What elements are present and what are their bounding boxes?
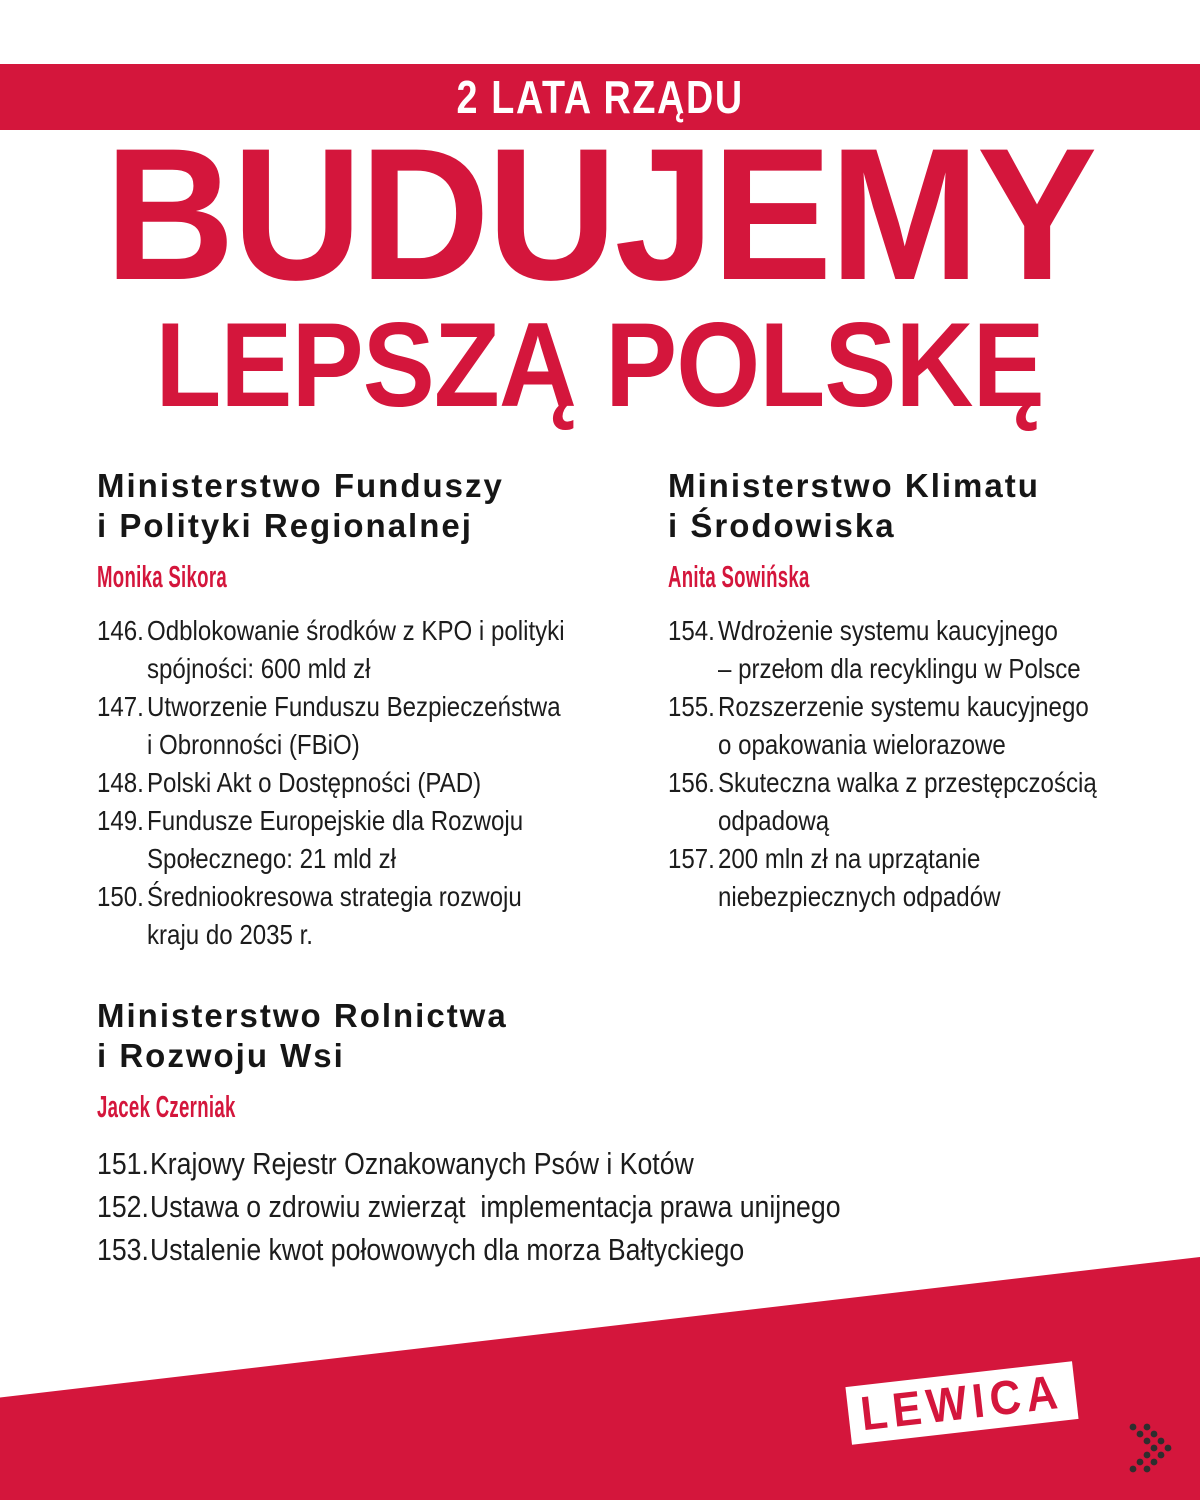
item-text (147, 764, 657, 802)
ministry-title: Ministerstwo Funduszy i Polityki Regionalnej (97, 467, 504, 544)
list-item (97, 878, 657, 954)
item-line: Odblokowanie środków z KPO i polityki (147, 615, 565, 646)
item-line: Ustalenie kwot połowowych dla morza Bałtyckiego (150, 1232, 745, 1267)
item-line: Średniookresowa strategia rozwoju (147, 881, 522, 912)
item-number: 156. (668, 767, 715, 798)
item-number: 148. (97, 767, 144, 798)
list-item (97, 688, 657, 764)
list-item (668, 688, 1193, 764)
minister-name: Anita Sowińska (668, 559, 810, 594)
main-title-line2: LEPSZĄ POLSKĘ (155, 298, 1045, 432)
item-line: – przełom dla recyklingu w Polsce (718, 653, 1081, 684)
item-line: Społecznego: 21 mld zł (147, 843, 396, 874)
list-item (97, 612, 657, 688)
list-item (668, 612, 1193, 688)
program-list (97, 612, 657, 954)
item-line: Ustawa o zdrowiu zwierząt implementacja prawa unijnego (150, 1189, 841, 1224)
list-item (97, 802, 657, 878)
lewica-logo-label: LEWICA (858, 1365, 1066, 1441)
item-number: 147. (97, 691, 144, 722)
section-funduszy (97, 466, 657, 954)
banner-label: 2 LATA RZĄDU (456, 71, 744, 123)
item-line: odpadową (718, 805, 830, 836)
item-text (718, 840, 1193, 916)
list-item (668, 764, 1193, 840)
item-line: spójności: 600 mld zł (147, 653, 371, 684)
minister-name: Jacek Czerniak (97, 1089, 236, 1124)
item-number: 150. (97, 881, 144, 912)
item-text (147, 612, 657, 688)
list-item (668, 840, 1193, 916)
ministry-title: Ministerstwo Klimatu i Środowiska (668, 467, 1040, 544)
item-text (718, 688, 1193, 764)
item-line: niebezpiecznych odpadów (718, 881, 1001, 912)
section-rolnictwa (97, 996, 1147, 1271)
list-item (97, 1228, 1147, 1271)
item-text (147, 688, 657, 764)
item-line: Fundusze Europejskie dla Rozwoju (147, 805, 524, 836)
item-line: Wdrożenie systemu kaucyjnego (718, 615, 1058, 646)
section-klimatu (668, 466, 1193, 916)
item-line: o opakowania wielorazowe (718, 729, 1006, 760)
item-number: 154. (668, 615, 715, 646)
list-item (97, 764, 657, 802)
item-number: 146. (97, 615, 144, 646)
item-line: Utworzenie Funduszu Bezpieczeństwa (147, 691, 561, 722)
minister-name: Monika Sikora (97, 559, 228, 594)
list-item (97, 1142, 1147, 1185)
item-text (718, 612, 1193, 688)
item-number: 153. (97, 1232, 149, 1267)
item-text (150, 1185, 1147, 1228)
item-line: Polski Akt o Dostępności (PAD) (147, 767, 482, 798)
item-line: Skuteczna walka z przestępczością (718, 767, 1097, 798)
item-number: 151. (97, 1146, 149, 1181)
item-number: 157. (668, 843, 715, 874)
item-number: 155. (668, 691, 715, 722)
ministry-title: Ministerstwo Rolnictwa i Rozwoju Wsi (97, 997, 508, 1074)
program-list (97, 1142, 1147, 1271)
item-text (147, 878, 657, 954)
item-line: 200 mln zł na uprzątanie (718, 843, 981, 874)
program-list (668, 612, 1193, 916)
item-line: Rozszerzenie systemu kaucyjnego (718, 691, 1089, 722)
item-text (718, 764, 1193, 840)
item-text (150, 1228, 1147, 1271)
item-line: Krajowy Rejestr Oznakowanych Psów i Kotów (150, 1146, 694, 1181)
item-text (150, 1142, 1147, 1185)
item-line: kraju do 2035 r. (147, 919, 314, 950)
main-title-line1: BUDUJEMY (105, 109, 1095, 319)
item-text (147, 802, 657, 878)
list-item (97, 1185, 1147, 1228)
item-number: 149. (97, 805, 144, 836)
dotted-chevron-right-icon (1126, 1420, 1176, 1476)
item-line: i Obronności (FBiO) (147, 729, 360, 760)
item-number: 152. (97, 1189, 149, 1224)
